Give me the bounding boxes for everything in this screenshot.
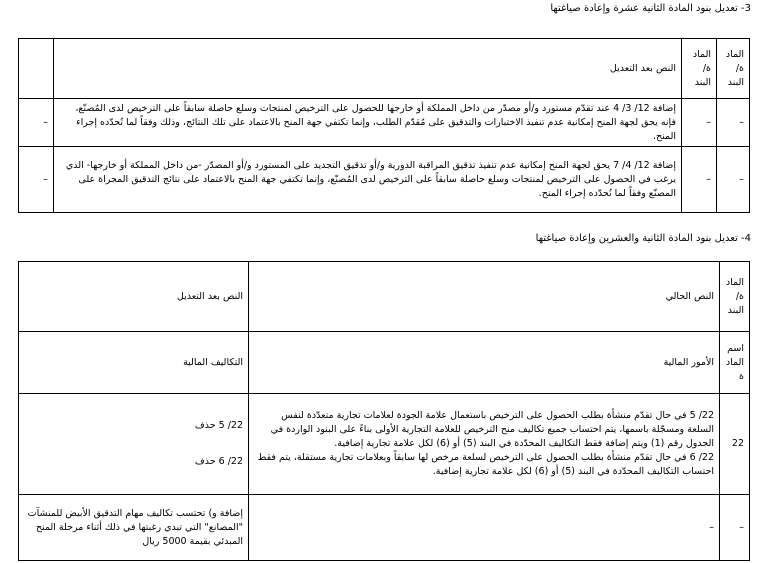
- cell-dash: –: [720, 495, 750, 561]
- table-header-row: [19, 262, 750, 332]
- cell-financial-costs: التكاليف المالية: [19, 332, 249, 394]
- cell-dash: –: [19, 147, 54, 213]
- section-3-heading: 3- تعديل بنود المادة الثانية عشرة وإعادة صياغتها: [550, 3, 751, 14]
- cell-section-name: اسم الماد ة: [720, 332, 750, 394]
- table-header-row: [19, 39, 750, 99]
- cell-addition-text: إضافة و) تحتسب تكاليف مهام التدقيق الأبيض للمنشآت "المصانع" التي تبدي رغبتها في ذلك أثناء مرحلة المنح المبدئي بقيمة 5000 ريال: [19, 495, 249, 561]
- table-row: [19, 147, 750, 213]
- cell-dash: –: [19, 99, 54, 147]
- header-text-after-amendment: النص بعد التعديل: [19, 262, 249, 332]
- cell-dash: –: [682, 147, 717, 213]
- header-article-clause: الماد ة/ البند: [682, 39, 717, 99]
- section-4-heading: 4- تعديل بنود المادة الثانية والعشرين وإعادة صياغتها: [535, 233, 751, 244]
- cell-current-text: [249, 394, 720, 495]
- table-row: [19, 99, 750, 147]
- amendment-table-4: [18, 261, 750, 561]
- current-text-paragraph: 22/ 5 في حال تقدّم منشأة بطلب الحصول على الترخيص باستعمال علامة الجودة لعلامات تجارية متعدّدة لنفس السلعة ومسجّلة باسمها، يتم احتساب جميع تكاليف منح الترخيص للعلامة التجارية الأولى بناءً على البنود الواردة في الجدول رقم (1) ويتم إضافة فقط التكاليف المحدّدة في البند (5) أو (6) لكل علامة تجارية إضافية.: [270, 410, 714, 449]
- current-text-paragraph: 22/ 6 في حال تقدّم منشأة بطلب الحصول على الترخيص لسلعة مرخص لها سابقاً وبعلامات تجارية مستقلة، يتم فقط احتساب التكاليف المحدّدة في البند (5) أو (6) لكل علامة تجارية إضافية.: [257, 452, 714, 477]
- header-empty-cell: [19, 39, 54, 99]
- cell-amendment-text: إضافة 12/ 3/ 4 عند تقدّم مستورد و/أو مصدّر من داخل المملكة أو خارجها للحصول على الترخيص لمنتجات وسلع حاصلة سابقاً على الترخيص لدى المُصنّع، فإنه يحق لجهة المنح إمكانية عدم تنفيذ الاختبارات والتدقيق على مُقدّم الطلب، وإنما تكتفي جهة المنح بالاعتماد على تلك النتائج، وذلك وفقاً لما تُحدّده إجراء المنح.: [54, 99, 682, 147]
- table-row: [19, 332, 750, 394]
- header-current-text: النص الحالي: [249, 262, 720, 332]
- cell-article-number: 22: [720, 394, 750, 495]
- amendment-table-3: [18, 38, 750, 213]
- deletion-note: 22/ 6 حذف: [194, 456, 243, 467]
- cell-dash: –: [717, 99, 750, 147]
- header-article-clause: الماد ة/ البند: [720, 262, 750, 332]
- cell-dash: –: [249, 495, 720, 561]
- table-row: [19, 394, 750, 495]
- cell-dash: –: [717, 147, 750, 213]
- table-row: [19, 495, 750, 561]
- header-article-number: الماد ة/ البند: [717, 39, 750, 99]
- cell-dash: –: [682, 99, 717, 147]
- header-text-after-amendment: النص بعد التعديل: [54, 39, 682, 99]
- cell-amendment-text: إضافة 12/ 4/ 7 يحق لجهة المنح إمكانية عدم تنفيذ تدقيق المراقبة الدورية و/أو تدقيق التجديد على المستورد و/أو المصدّر -من داخل المملكة أو خارجها- الذي يرغب في الحصول على الترخيص لمنتجات وسلع حاصلة سابقاً على الترخيص لدى المُصنّع، وإنما تكتفي جهة المنح بالاعتماد على نتائج التدقيق المجراة على المصنّع وفقاً لما تُحدّده إجراء المنح.: [54, 147, 682, 213]
- cell-text-after: [19, 394, 249, 495]
- deletion-note: 22/ 5 حذف: [194, 420, 243, 431]
- spacer: [24, 433, 243, 455]
- cell-financial-matters: الأمور المالية: [249, 332, 720, 394]
